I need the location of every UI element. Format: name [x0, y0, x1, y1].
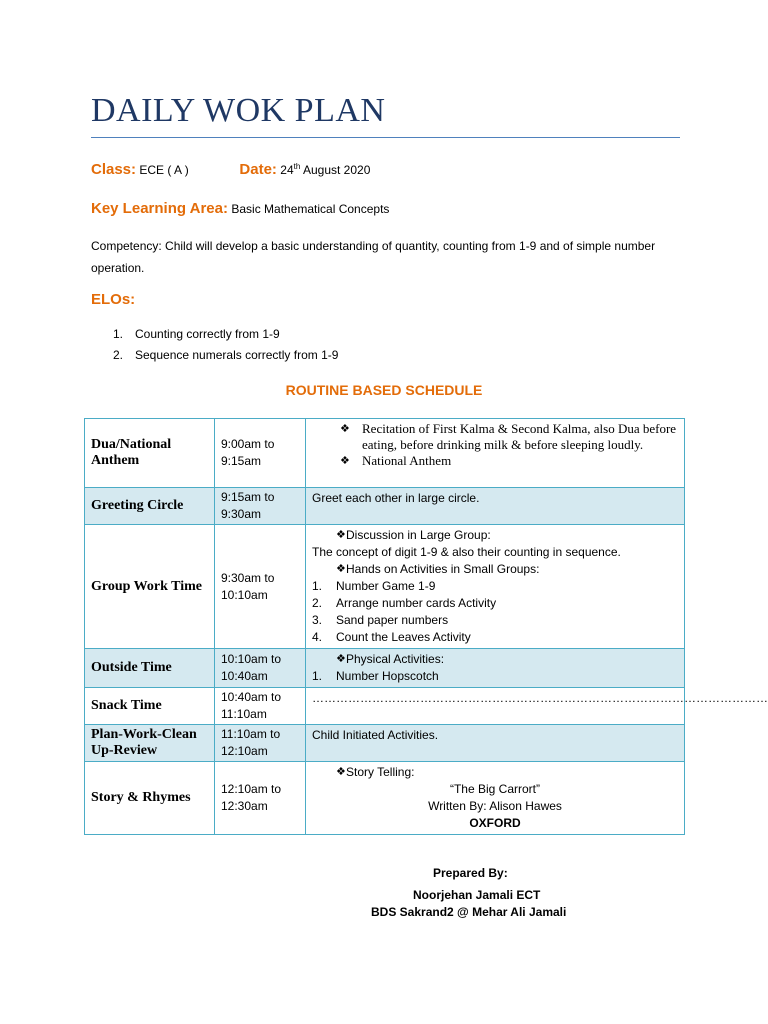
time-cell: 11:10am to 12:10am: [215, 725, 306, 762]
schedule-title: ROUTINE BASED SCHEDULE: [285, 382, 483, 398]
activity-cell: Group Work Time: [85, 525, 215, 649]
class-date-line: [91, 161, 370, 178]
date-rest: August 2020: [302, 163, 371, 177]
details-cell: ❖ Story Telling: “The Big Carrort” Written By: Alison Hawes OXFORD: [306, 762, 685, 835]
details-cell: ❖ Recitation of First Kalma & Second Kalma, also Dua before eating, before drinking milk & before sleeping loudly. ❖ National Anthem: [306, 419, 685, 488]
school-name: BDS Sakrand2 @ Mehar Ali Jamali: [371, 905, 567, 919]
time-cell: 12:10am to 12:30am: [215, 762, 306, 835]
page-title: DAILY WOK PLAN: [91, 92, 386, 129]
elos-label: ELOs:: [91, 291, 136, 308]
preparer-name: Noorjehan Jamali ECT: [413, 888, 541, 902]
competency-text: Competency: Child will develop a basic understanding of quantity, counting from 1-9 and of simple number operation.: [91, 239, 656, 275]
time-cell: 10:10am to 10:40am: [215, 649, 306, 688]
diamond-bullet-icon: ❖: [340, 455, 350, 467]
activity-cell: Outside Time: [85, 649, 215, 688]
table-row: [85, 725, 685, 762]
title-divider: [91, 137, 680, 138]
key-learning-area-line: [91, 200, 389, 217]
schedule-table: [84, 418, 768, 835]
diamond-bullet-icon: ❖: [336, 529, 346, 541]
table-row: [85, 525, 685, 649]
table-row: [85, 488, 685, 525]
activity-cell: Dua/National Anthem: [85, 419, 215, 488]
class-value: ECE ( A ): [139, 163, 189, 177]
table-row: [85, 688, 685, 725]
table-row: [85, 419, 685, 488]
class-label: Class:: [91, 161, 137, 178]
time-cell: 10:40am to 11:10am: [215, 688, 306, 725]
diamond-bullet-icon: ❖: [336, 563, 346, 575]
time-cell: 9:30am to 10:10am: [215, 525, 306, 649]
details-cell: Child Initiated Activities.: [306, 725, 685, 762]
prepared-by-label: Prepared By:: [433, 866, 508, 880]
date-day: 24: [280, 163, 294, 177]
time-cell: 9:00am to 9:15am: [215, 419, 306, 488]
date-label: Date:: [239, 161, 277, 178]
list-item: 2. Sequence numerals correctly from 1-9: [113, 348, 339, 362]
diamond-bullet-icon: ❖: [336, 653, 346, 665]
table-row: [85, 649, 685, 688]
activity-cell: Snack Time: [85, 688, 215, 725]
details-cell: ……………………………………………………………………………………………………: [306, 688, 685, 725]
diamond-bullet-icon: ❖: [340, 423, 350, 435]
elos-list: [113, 326, 338, 368]
details-cell: ❖ Discussion in Large Group: The concept of digit 1-9 & also their counting in sequence. ❖ Hands on Activities in Small Groups: 1. Number Game 1-9 2. Arrange number cards Activity 3. Sand paper numbers 4. Count the Leaves Activity: [306, 525, 685, 649]
diamond-bullet-icon: ❖: [336, 766, 346, 778]
list-item: 1. Counting correctly from 1-9: [113, 327, 280, 341]
time-cell: 9:15am to 9:30am: [215, 488, 306, 525]
details-cell: ❖ Physical Activities: 1. Number Hopscotch: [306, 649, 685, 688]
table-row: [85, 762, 685, 835]
activity-cell: Plan-Work-Clean Up-Review: [85, 725, 215, 762]
date-suffix: th: [293, 162, 301, 171]
details-cell: Greet each other in large circle.: [306, 488, 685, 525]
activity-cell: Greeting Circle: [85, 488, 215, 525]
activity-cell: Story & Rhymes: [85, 762, 215, 835]
kla-value: Basic Mathematical Concepts: [231, 202, 390, 216]
kla-label: Key Learning Area:: [91, 200, 228, 217]
